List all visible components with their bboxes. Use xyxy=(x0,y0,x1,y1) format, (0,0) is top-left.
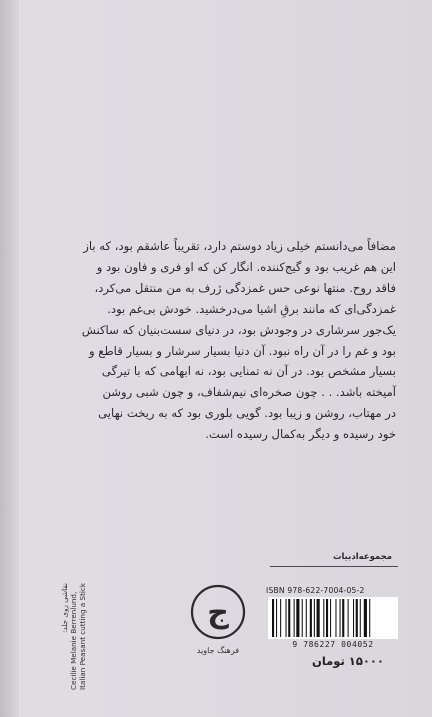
blurb-line: بود و غم را در آن راه نبود. آن دنیا بسیار سرشار و بسیار قاطع و xyxy=(89,343,396,358)
blurb-line: بسیار مشخص بود. در آن نه تمنایی بود، نه ابهامی که با تیرگی xyxy=(101,364,396,379)
barcode-bar xyxy=(288,599,290,637)
barcode-bar xyxy=(323,599,324,637)
blurb-line: آمیخته باشد. . . چون صخره‌ای نیم‌شفاف، و چون شبی روشن xyxy=(102,385,396,400)
barcode-bar xyxy=(280,599,281,637)
series-label: مجموعه‌ادبیات xyxy=(332,552,392,562)
blurb-line: این هم غریب بود و گیج‌کننده. انگار کن که او فری و فاون بود و xyxy=(96,259,396,274)
barcode-bar xyxy=(364,599,367,637)
barcode-bar xyxy=(272,599,274,637)
barcode xyxy=(268,597,398,639)
blurb-line: در مهتاب، روشن و زیبا بود. گویی بلوری بود که به ریخت نهایی xyxy=(98,406,396,421)
barcode-bar xyxy=(294,599,295,637)
blurb-line: یک‌جور سرشاری در وجودش بود، در دنیای سست‌بنیان که ساکنش xyxy=(81,322,396,337)
credit-title: نقاشی روی جلد: xyxy=(60,582,69,633)
barcode-bar xyxy=(306,599,307,637)
barcode-bar xyxy=(335,599,336,637)
isbn-text: ISBN 978-622-7004-05-2 xyxy=(266,586,365,595)
blurb-line: فاقد روح. منتها نوعی حس غمزدگی ژرف به من منتقل می‌کرد، xyxy=(94,280,396,295)
barcode-bar xyxy=(326,599,328,637)
barcode-bar xyxy=(314,599,315,637)
barcode-bar xyxy=(276,599,277,637)
blurb-line: خود رسیده و دیگر به‌کمال رسیده است. xyxy=(205,427,396,442)
cover-art-credit xyxy=(60,583,87,690)
barcode-digits: 9 786227 004052 xyxy=(292,640,374,649)
barcode-bar xyxy=(302,599,303,637)
barcode-bar xyxy=(310,599,312,637)
barcode-bar xyxy=(340,599,341,637)
barcode-bar xyxy=(317,599,320,637)
credit-artist: Cecilie Melanie Berrenlund, xyxy=(69,591,78,690)
publisher-logo xyxy=(188,582,248,646)
barcode-bar xyxy=(330,599,331,637)
barcode-bar xyxy=(369,599,370,637)
barcode-bar xyxy=(353,599,354,637)
barcode-bar xyxy=(348,599,349,637)
barcode-bar xyxy=(342,599,344,637)
barcode-bar xyxy=(360,599,361,637)
publisher-logo-letter: ج xyxy=(207,595,229,630)
series-divider xyxy=(270,566,398,567)
price: ۱۵۰۰۰ تومان xyxy=(312,654,384,668)
credit-artwork: Italian Peasant cutting a Stick xyxy=(78,582,87,690)
barcode-bar xyxy=(286,599,287,637)
barcode-bar xyxy=(356,599,358,637)
blurb-line: مضافاً می‌دانستم خیلی زیاد دوستم دارد، تقریباً عاشقم بود، که باز xyxy=(83,239,396,253)
blurb-line: غمزدگی‌ای که مانند برقِ اشیا می‌درخشید. خودش بی‌غم بود. xyxy=(107,301,396,316)
blurb-paragraph xyxy=(80,236,396,445)
barcode-bar xyxy=(296,599,299,637)
publisher-name: فرهنگ جاوید xyxy=(196,646,240,655)
spine-edge xyxy=(20,0,21,717)
